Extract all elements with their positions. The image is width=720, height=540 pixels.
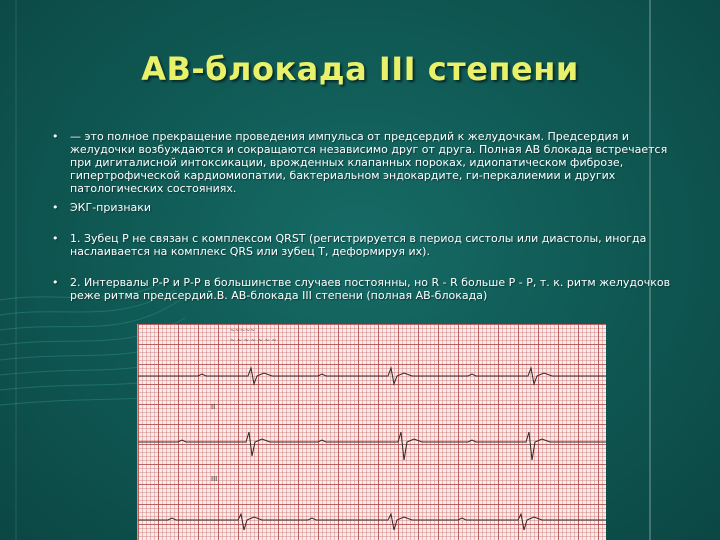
- bullet-text: ЭКГ-признаки: [70, 201, 152, 214]
- bullet-marker: •: [52, 232, 59, 245]
- lead-label: III: [211, 475, 218, 483]
- bullet-sign-2: [52, 276, 678, 302]
- bullet-text: — это полное прекращение проведения импульса от предсердий к желудочкам. Предсердия и желудочки возбуждаются и сокращаются независимо друг от друга. Полная АВ блокада встречается при дигиталисной интоксикации, врожденных клапанных пороках, идиопатическом фиброзе, гипертрофической кардиомиопатии, бактериальном эндокардите, ги-перкалиемии и других патологических состояниях.: [70, 130, 668, 195]
- ecg-header-text: ~~~~~: [230, 327, 256, 334]
- ecg-traces: [138, 324, 606, 540]
- bullet-sign-1: [52, 232, 678, 258]
- lead-label: II: [211, 403, 216, 411]
- ecg-trace-1: [138, 368, 606, 384]
- ecg-image: [137, 324, 606, 540]
- ecg-trace-2: [138, 432, 606, 460]
- bullet-definition: [52, 130, 678, 195]
- bullet-list: [52, 130, 678, 302]
- bullet-text: 1. Зубец Р не связан с комплексом QRST (регистрируется в период систолы или диастолы, иногда наслаивается на комплекс QRS или зубец Т, деформируя их).: [70, 232, 647, 258]
- bullet-text: 2. Интервалы Р-Р и Р-Р в большинстве случаев постоянны, но R - R больше Р - Р, т. к. ритм желудочков реже ритма предсердий.В. АВ-блокада III степени (полная АВ-блокада): [70, 276, 671, 302]
- ecg-trace-group: [138, 368, 606, 530]
- bullet-ecg-signs: [52, 201, 678, 214]
- bullet-marker: •: [52, 201, 59, 214]
- slide-title: АВ-блокада III степени: [141, 50, 579, 88]
- ecg-header-text: ~ ~ ~ ~ ~ ~ ~: [230, 337, 277, 344]
- bullet-marker: •: [52, 276, 59, 289]
- bullet-marker: •: [52, 130, 59, 143]
- ecg-trace-3: [138, 514, 606, 530]
